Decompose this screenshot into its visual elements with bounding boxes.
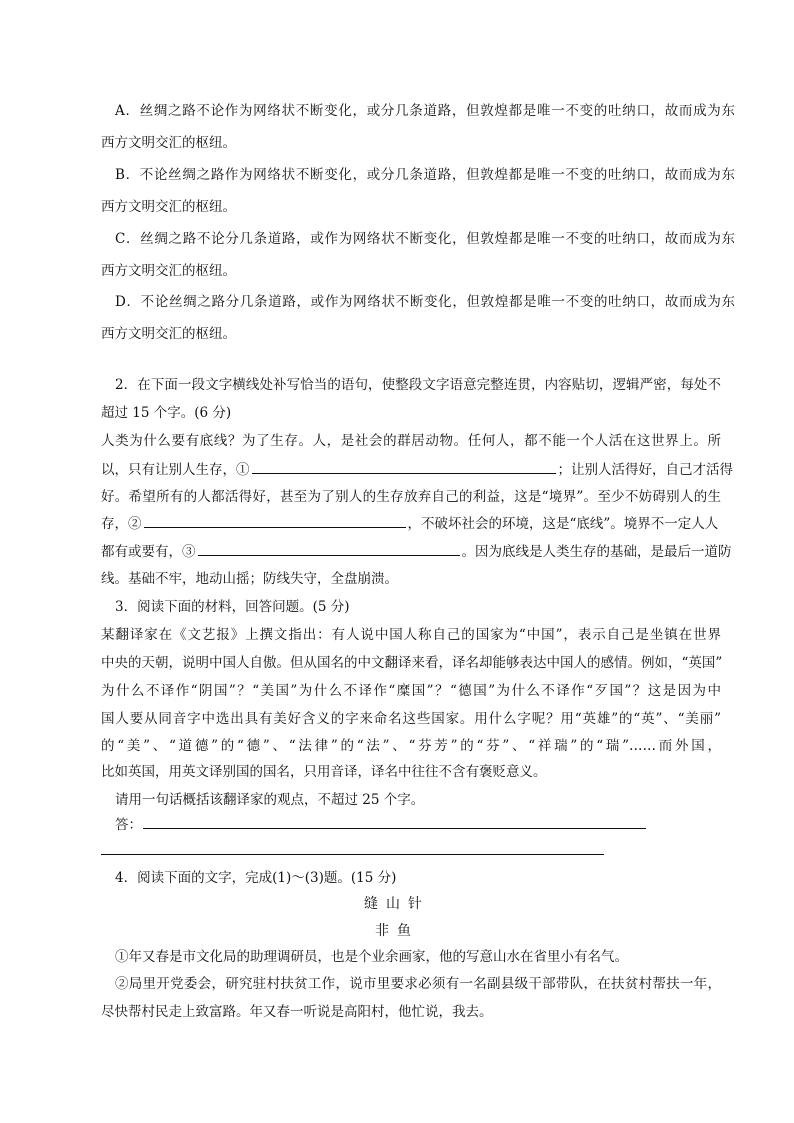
q2-p4-before-blank: 存，② [101, 516, 142, 532]
answer-line-1[interactable] [143, 828, 646, 829]
q2-paragraph-line5 [101, 542, 732, 561]
q3-paragraph-line2: 中央的天朝，说明中国人自傲。但从国名的中文翻译来看，译名却能够表达中国人的感情。例如，“英国” [101, 655, 723, 671]
q1-option-b-line2: 西方文明交汇的枢纽。 [101, 199, 236, 215]
q1-option-a-line2: 西方文明交汇的枢纽。 [101, 135, 236, 151]
q1-option-b-line1: B．不论丝绸之路作为网络状不断变化，或分几条道路，但敦煌都是唯一不变的吐纳口，故而成为东 [115, 167, 735, 183]
q3-stem: 3．阅读下面的材料，回答问题。(5 分) [115, 599, 350, 615]
q4-stem: 4．阅读下面的文字，完成(1)～(3)题。(15 分) [115, 870, 397, 886]
q3-paragraph-line3: 为什么不译作“阴国”？“美国”为什么不译作“糜国”？“德国”为什么不译作“歹国”？这是因为中 [101, 683, 721, 699]
q1-option-c-line1: C．丝绸之路不论分几条道路，或作为网络状不断变化，但敦煌都是唯一不变的吐纳口，故而成为东 [115, 231, 735, 247]
story-title: 缝山针 [364, 896, 430, 912]
story-author: 非鱼 [375, 923, 419, 939]
q2-stem-line2: 超过 15 个字。(6 分) [101, 405, 232, 421]
q3-answer-label: 答： [115, 817, 142, 833]
q1-option-c-line2: 西方文明交汇的枢纽。 [101, 263, 236, 279]
q3-paragraph-line6: 比如英国，用英文译别国的国名，只用音译，译名中往往不含有褒贬意义。 [101, 764, 547, 780]
q2-paragraph-line3: 好。希望所有的人都活得好，甚至为了别人的生存放弃自己的利益，这是“境界”。至少不妨碍别人的生 [101, 489, 721, 505]
story-paragraph-2-line2: 尽快帮村民走上致富路。年又春一听说是高阳村，他忙说，我去。 [101, 1004, 493, 1020]
q3-paragraph-line1: 某翻译家在《文艺报》上撰文指出：有人说中国人称自己的国家为“中国”，表示自己是坐镇在世界 [101, 627, 721, 643]
q3-question: 请用一句话概括该翻译家的观点，不超过 25 个字。 [115, 792, 425, 808]
answer-line-2[interactable] [101, 854, 604, 855]
q2-paragraph-line1: 人类为什么要有底线？为了生存。人，是社会的群居动物。任何人，都不能一个人活在这世界上。所 [101, 433, 721, 449]
q2-stem-line1: 2．在下面一段文字横线处补写恰当的语句，使整段文字语意完整连贯，内容贴切，逻辑严密，每处不 [115, 377, 721, 393]
q2-p5-after-blank: 。因为底线是人类生存的基础，是最后一道防 [461, 544, 732, 560]
q1-option-d-line1: D．不论丝绸之路分几条道路，或作为网络状不断变化，但敦煌都是唯一不变的吐纳口，故而成为东 [115, 294, 735, 310]
answer-blank-2[interactable] [144, 514, 406, 528]
q3-paragraph-line4: 国人要从同音字中选出具有美好含义的字来命名这些国家。用什么字呢？用“英雄”的“英”、“美丽” [101, 711, 721, 727]
q2-p5-before-blank: 都有或要有，③ [101, 544, 196, 560]
q2-paragraph-line4 [101, 514, 721, 533]
q2-p4-after-blank: ，不破坏社会的环境，这是“底线”。境界不一定人人 [407, 516, 719, 532]
story-paragraph-1: ①年又春是市文化局的助理调研员，也是个业余画家，他的写意山水在省里小有名气。 [115, 949, 628, 965]
q2-paragraph-line2 [101, 460, 733, 479]
q3-paragraph-line5: 的“美”、“道德”的“德”、“法律”的“法”、“芬芳”的“芬”、“祥瑞”的“瑞”……而外国， [101, 738, 721, 754]
story-paragraph-2-line1: ②局里开党委会，研究驻村扶贫工作，说市里要求必须有一名副县级干部带队，在扶贫村帮扶一年， [115, 976, 721, 992]
q2-p2-after-blank: ；让别人活得好，自己才活得 [557, 462, 733, 478]
answer-blank-1[interactable] [252, 460, 556, 474]
q2-paragraph-line6: 线。基础不牢，地动山摇；防线失守，全盘崩溃。 [101, 571, 398, 587]
q1-option-a-line1: A．丝绸之路不论作为网络状不断变化，或分几条道路，但敦煌都是唯一不变的吐纳口，故而成为东 [115, 103, 735, 119]
answer-blank-3[interactable] [198, 542, 460, 556]
q2-p2-before-blank: 以，只有让别人生存，① [101, 462, 250, 478]
q1-option-d-line2: 西方文明交汇的枢纽。 [101, 326, 236, 342]
